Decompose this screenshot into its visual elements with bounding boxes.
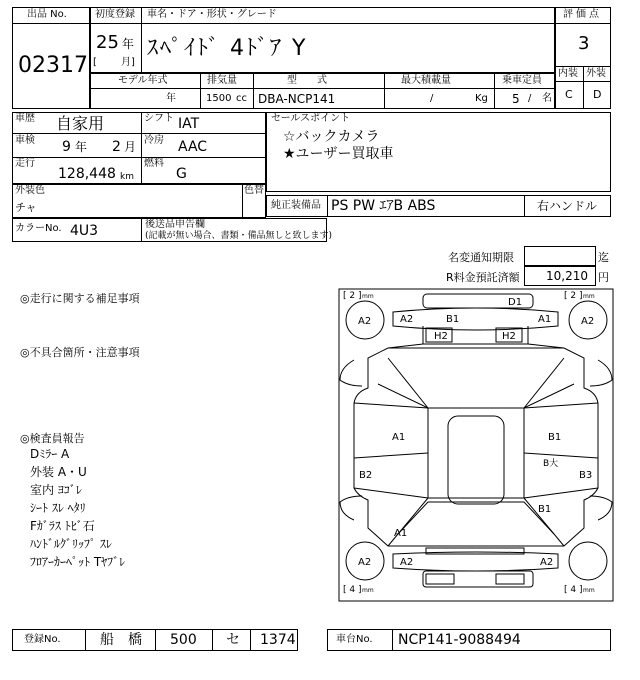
left-door-divider [354, 453, 428, 458]
registration-number: 1374 [260, 632, 296, 648]
rear-license-icon [426, 548, 524, 554]
type-label: 型 式 [287, 75, 327, 86]
mark-fr-tire: A2 [581, 316, 595, 327]
name-change-label: 名変通知期限 [448, 251, 514, 264]
docs-label: 後送品申告欄 [145, 219, 205, 230]
rear-right-fender-icon [590, 496, 612, 520]
name-change-field [524, 246, 596, 266]
windshield-icon [378, 384, 574, 408]
reg-year-unit: 年 [122, 37, 135, 51]
capacity-label: 乗車定員 [502, 75, 542, 86]
taillamp-left-icon [426, 574, 454, 584]
history-label: 車歴 [15, 113, 35, 124]
inspection-month-unit: 月 [124, 140, 137, 154]
registration-area: 船 橋 [100, 632, 142, 648]
car-name-label: 車名・ドア・形状・グレード [147, 9, 277, 20]
load-label: 最大積載量 [401, 75, 451, 86]
model-year-unit: 年 [166, 93, 176, 104]
reg-month-unit: 月] [121, 57, 135, 68]
tire-rear-right-icon [569, 542, 607, 580]
front-left-fender-icon [340, 360, 362, 386]
roof-icon [428, 408, 524, 498]
mark-rear-right-b1: B1 [538, 504, 552, 515]
score-label: 評価点 [563, 9, 602, 20]
mark-right-b1: B1 [548, 432, 562, 443]
equipment-value: PS PW ｴｱB ABS [331, 198, 436, 214]
first-reg-label: 初度登録 [95, 9, 135, 20]
ac-label: 冷房 [144, 135, 164, 146]
capacity-unit: 名 [542, 93, 552, 104]
sales-point-label: セールスポイント [271, 113, 351, 124]
displacement-unit: cc [236, 93, 247, 104]
divider [141, 218, 142, 242]
mark-bumper-a2: A2 [400, 314, 414, 325]
tire-fr-unit: mm [583, 293, 595, 300]
divider [242, 184, 243, 218]
inspector-report-label: ◎検査員報告 [20, 432, 85, 445]
mark-bumper-b1: B1 [446, 314, 460, 325]
report-line-4: ｼｰﾄ ｽﾚ ﾍﾀﾘ [30, 501, 86, 515]
a-pillar-left [388, 358, 428, 408]
load-slash: / [430, 93, 434, 104]
model-year-label: モデル年式 [118, 75, 168, 86]
car-body-outline [354, 348, 598, 546]
divider [12, 23, 90, 24]
car-name: ｽﾍﾟｲﾄﾞ 4ﾄﾞｱ Y [147, 36, 308, 61]
divider [524, 195, 525, 217]
divider [12, 157, 266, 158]
inspection-year: 9 [62, 139, 71, 155]
inspection-label: 車検 [15, 135, 35, 146]
divider [253, 73, 254, 109]
equipment-label: 純正装備品 [271, 200, 321, 211]
front-bumper-icon [393, 308, 558, 330]
tire-fr-label: [ 2 ] [564, 291, 583, 301]
right-door-top [524, 403, 598, 408]
cabin-roof-icon [448, 416, 504, 504]
rear-bumper-icon [393, 552, 558, 571]
mark-right-b-large: B大 [543, 459, 559, 469]
divider [141, 112, 142, 184]
inspection-year-unit: 年 [75, 140, 88, 154]
lot-label: 出品 No. [27, 9, 67, 20]
capacity-slash: / [528, 93, 532, 104]
fuel-label: 燃料 [144, 158, 164, 169]
report-line-5: Fｶﾞﾗｽ ﾄﾋﾞ石 [30, 519, 95, 533]
mileage-unit: km [120, 172, 134, 182]
docs-note: (記載が無い場合、書類・備品無しと致します) [145, 231, 333, 241]
reg-year: 25 [96, 32, 119, 53]
mark-rear-bumper-right-a2: A2 [540, 557, 554, 568]
defect-notes-label: ◎不具合箇所・注意事項 [20, 346, 140, 359]
interior-label: 内装 [558, 68, 578, 79]
exterior-label: 外装 [586, 68, 606, 79]
divider [12, 133, 266, 134]
details-box [12, 112, 266, 184]
displacement: 1500 [206, 93, 232, 104]
divider [90, 23, 555, 24]
divider [384, 73, 385, 109]
rear-left-fender-icon [340, 496, 362, 520]
mark-h2-right: H2 [502, 331, 516, 342]
sales-point-1: ☆バックカメラ [283, 129, 380, 145]
registration-class: 500 [170, 632, 197, 648]
ac-value: AAC [178, 139, 208, 155]
mark-rear-left-a1: A1 [394, 528, 408, 539]
a-pillar-right [524, 358, 564, 408]
displacement-label: 排気量 [207, 75, 237, 86]
recycle-value: 10,210 [546, 269, 588, 283]
right-door-bottom [524, 488, 598, 498]
report-line-3: 室内 ﾖｺﾞﾚ [30, 483, 82, 497]
color-label: 外装色 [15, 185, 45, 196]
fuel-value: G [176, 166, 187, 182]
mark-left-b2: B2 [359, 470, 373, 481]
tire-rl-unit: mm [362, 587, 374, 594]
registration-kana: セ [226, 632, 240, 648]
name-change-unit: 迄 [598, 251, 609, 264]
divider [327, 195, 328, 217]
color-change-label: 色替 [244, 185, 264, 196]
color-no-value: 4U3 [70, 223, 99, 239]
mileage-value: 128,448 [58, 166, 116, 182]
recycle-label: R料金預託済額 [446, 271, 520, 284]
score-value: 3 [578, 33, 590, 54]
rear-trunk-icon [423, 571, 533, 587]
divider [200, 73, 201, 109]
mark-bumper-a1: A1 [538, 314, 552, 325]
shift-label: シフト [144, 113, 174, 124]
divider [555, 23, 611, 24]
left-door-top [354, 403, 428, 408]
taillamp-right-icon [496, 574, 524, 584]
report-line-7: ﾌﾛｱｰｶｰﾍﾟｯﾄ Tﾔﾌﾞﾚ [30, 555, 126, 569]
damage-diagram [338, 288, 614, 602]
mark-fl-tire: A2 [358, 316, 372, 327]
color-no-label: カラーNo. [15, 223, 62, 234]
capacity: 5 [512, 92, 520, 106]
divider [212, 629, 213, 651]
exterior-grade: D [593, 88, 602, 101]
sales-point-2: ★ユーザー買取車 [283, 146, 394, 162]
report-line-1: Dﾐﾗｰ A [30, 447, 70, 461]
left-door-bottom [354, 488, 428, 498]
divider [494, 73, 495, 109]
history-value: 自家用 [56, 114, 105, 133]
chassis-label: 車台No. [336, 634, 373, 645]
mark-h2-left: H2 [434, 331, 448, 342]
tire-fl-unit: mm [362, 293, 374, 300]
reg-month-bracket: [ [93, 57, 97, 68]
interior-grade: C [565, 88, 573, 101]
load-unit: Kg [475, 93, 488, 104]
report-line-2: 外装 A・U [30, 465, 87, 479]
divider [583, 66, 584, 109]
registration-label: 登録No. [24, 634, 61, 645]
divider [85, 629, 86, 651]
lot-number: 02317 [18, 53, 88, 78]
recycle-unit: 円 [598, 271, 609, 284]
divider [155, 629, 156, 651]
mileage-label: 走行 [15, 158, 35, 169]
divider [90, 88, 555, 89]
driving-notes-label: ◎走行に関する補足事項 [20, 292, 140, 305]
divider [250, 629, 251, 651]
report-line-6: ﾊﾝﾄﾞﾙｸﾞﾘｯﾌﾟ ｽﾚ [30, 537, 112, 551]
tire-rr-unit: mm [583, 587, 595, 594]
mark-rear-bumper-a2: A2 [400, 557, 414, 568]
rear-window-icon [398, 502, 554, 534]
right-door-divider [524, 453, 598, 458]
chassis-number: NCP141-9088494 [398, 632, 521, 648]
color-box [12, 184, 266, 218]
mark-left-a1: A1 [392, 432, 406, 443]
shift-value: IAT [178, 116, 200, 132]
color-value: チャ [15, 201, 37, 214]
steering-side: 右ハンドル [537, 199, 598, 213]
tire-rl-label: [ 4 ] [343, 585, 362, 595]
divider [392, 629, 393, 651]
model-type: DBA-NCP141 [258, 92, 336, 106]
tire-rr-label: [ 4 ] [564, 585, 583, 595]
mark-d1: D1 [508, 297, 523, 308]
divider [141, 7, 142, 73]
inspection-month: 2 [112, 139, 121, 155]
tire-fl-label: [ 2 ] [343, 291, 362, 301]
hood-line [388, 344, 564, 348]
front-right-fender-icon [590, 360, 612, 386]
mark-rl-tire: A2 [358, 557, 372, 568]
mark-right-b3: B3 [579, 470, 593, 481]
